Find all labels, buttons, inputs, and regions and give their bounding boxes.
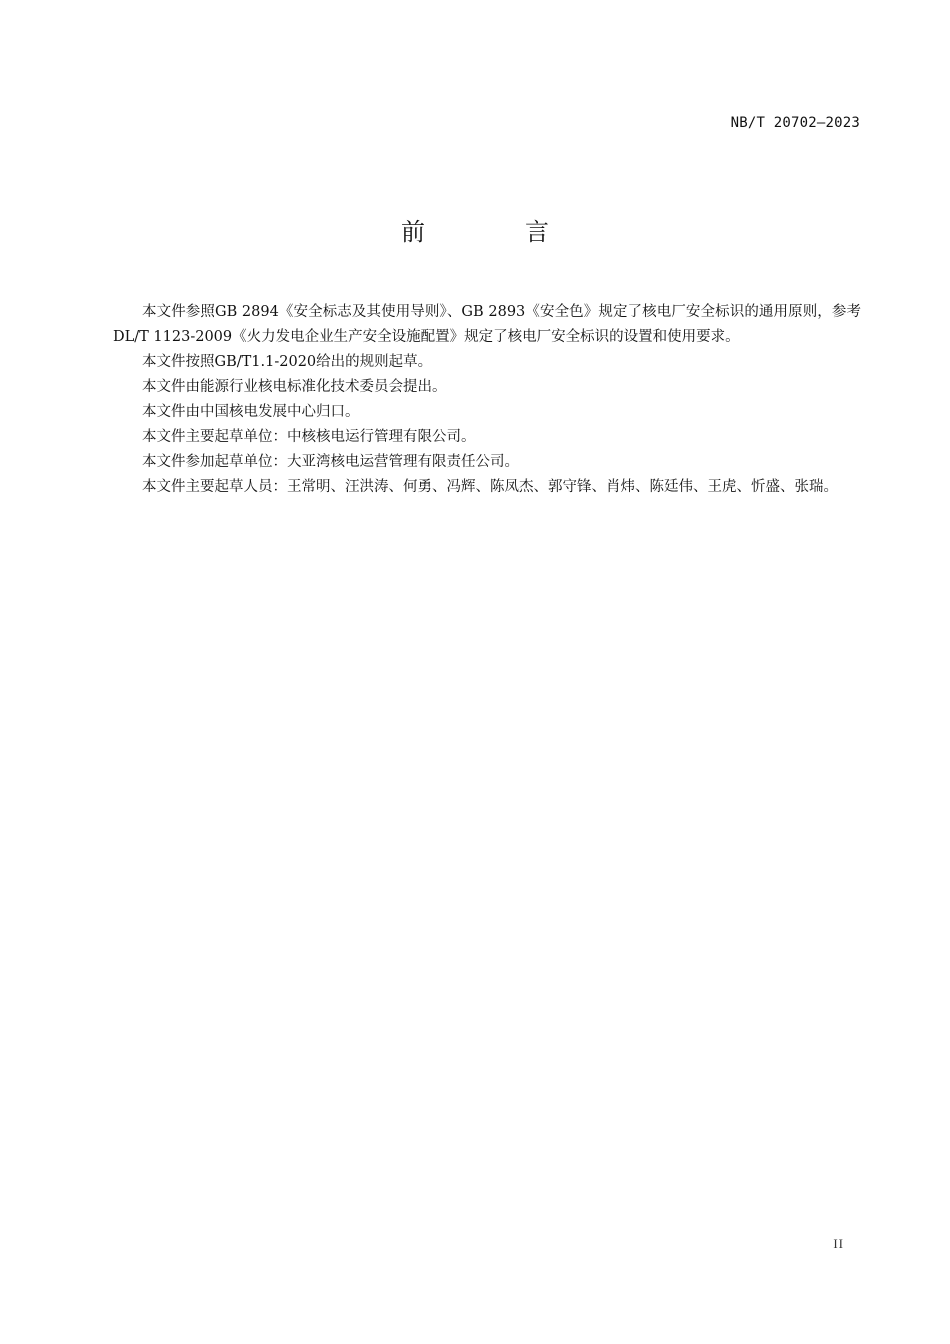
page-number: II xyxy=(833,1236,844,1251)
paragraph-administrator: 本文件由中国核电发展中心归口。 xyxy=(142,404,360,420)
standard-code-header: NB/T 20702—2023 xyxy=(730,115,860,131)
foreword-body xyxy=(113,300,861,500)
paragraph-main-drafting-unit: 本文件主要起草单位：中核核电运行管理有限公司。 xyxy=(142,429,476,445)
paragraph-participating-unit: 本文件参加起草单位：大亚湾核电运营管理有限责任公司。 xyxy=(142,454,519,470)
paragraph-reference-standards: 本文件参照GB 2894《安全标志及其使用导则》、GB 2893《安全色》规定了核电厂安全标识的通用原则，参考DL/T 1123-2009《火力发电企业生产安全设施配置》规定了核电厂安全标识的设置和使用要求。 xyxy=(113,304,861,345)
paragraph-drafters: 本文件主要起草人员：王常明、汪洪涛、何勇、冯辉、陈凤杰、郭守锋、肖炜、陈廷伟、王虎、忻盛、张瑞。 xyxy=(142,479,838,495)
page-title: 前 言 xyxy=(401,218,587,246)
paragraph-proposer: 本文件由能源行业核电标准化技术委员会提出。 xyxy=(142,379,447,395)
paragraph-drafting-rules: 本文件按照GB/T1.1-2020给出的规则起草。 xyxy=(142,354,433,370)
